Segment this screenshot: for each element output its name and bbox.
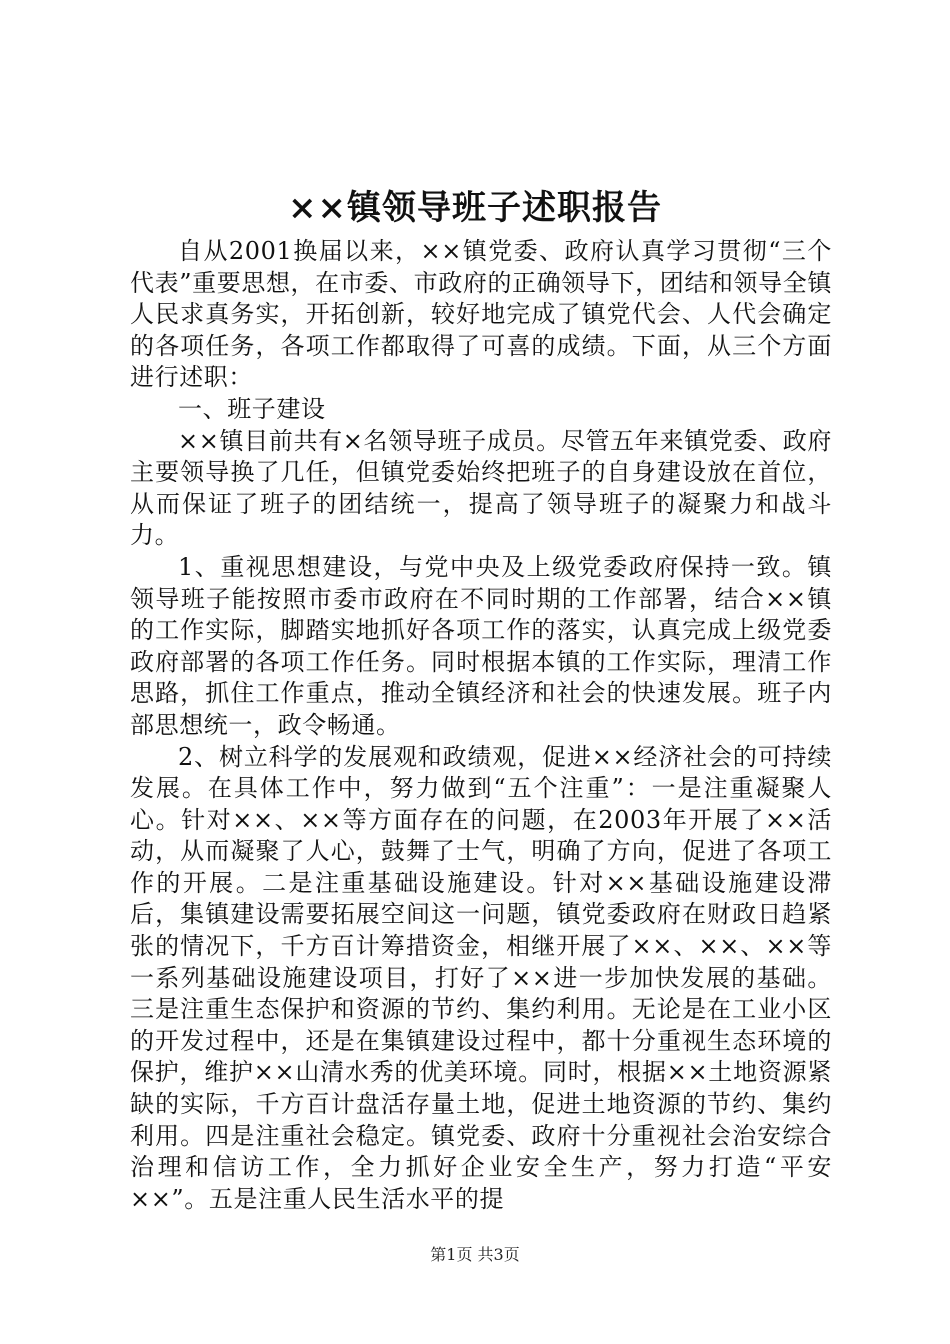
document-title: ××镇领导班子述职报告 bbox=[288, 188, 662, 228]
paragraph-scientific-development: 2、树立科学的发展观和政绩观，促进××经济社会的可持续发展。在具体工作中，努力做到“五个注重”：一是注重凝聚人心。针对××、××等方面存在的问题，在2003年开展了××活动，从而凝聚了人心，鼓舞了士气，明确了方向，促进了各项工作的开展。二是注重基础设施建设。针对××基础设施建设滞后，集镇建设需要拓展空间这一问题，镇党委政府在财政日趋紧张的情况下，千方百计筹措资金，相继开展了××、××、××等一系列基础设施建设项目，打好了××进一步加快发展的基础。三是注重生态保护和资源的节约、集约利用。无论是在工业小区的开发过程中，还是在集镇建设过程中，都十分重视生态环境的保护，维护××山清水秀的优美环境。同时，根据××土地资源紧缺的实际，千方百计盘活存量土地，促进土地资源的节约、集约利用。四是注重社会稳定。镇党委、政府十分重视社会治安综合治理和信访工作，全力抓好企业安全生产，努力打造“平安××”。五是注重人民生活水平的提 bbox=[130, 742, 832, 1213]
page-number-footer: 第1页 共3页 bbox=[430, 1245, 520, 1264]
document-body bbox=[130, 236, 832, 1215]
paragraph-team-overview: ××镇目前共有×名领导班子成员。尽管五年来镇党委、政府主要领导换了几任，但镇党委始终把班子的自身建设放在首位，从而保证了班子的团结统一，提高了领导班子的凝聚力和战斗力。 bbox=[130, 426, 832, 550]
paragraph-ideological-building: 1、重视思想建设，与党中央及上级党委政府保持一致。镇领导班子能按照市委市政府在不同时期的工作部署，结合××镇的工作实际，脚踏实地抓好各项工作的落实，认真完成上级党委政府部署的各项工作任务。同时根据本镇的工作实际，理清工作思路，抓住工作重点，推动全镇经济和社会的快速发展。班子内部思想统一，政令畅通。 bbox=[130, 552, 832, 739]
section-heading-team-building: 一、班子建设 bbox=[178, 394, 326, 423]
paragraph-intro: 自从2001换届以来，××镇党委、政府认真学习贯彻“三个代表”重要思想，在市委、市政府的正确领导下，团结和领导全镇人民求真务实，开拓创新，较好地完成了镇党代会、人代会确定的各项任务，各项工作都取得了可喜的成绩。下面，从三个方面进行述职： bbox=[130, 237, 832, 392]
